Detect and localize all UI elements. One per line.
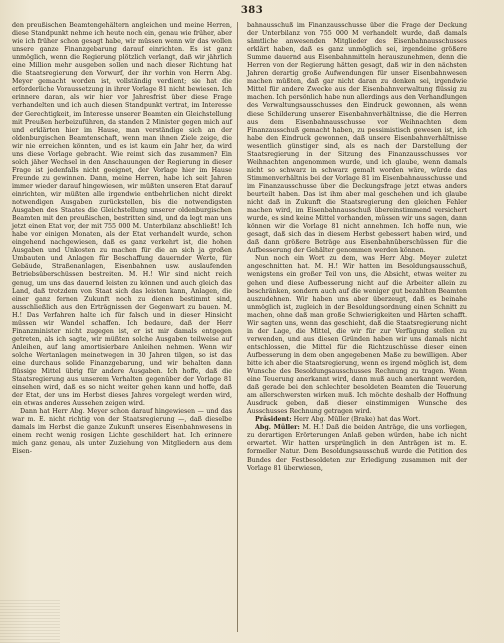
speaker-label: Präsident: <box>255 416 292 424</box>
remark-text: Herr Abg. Müller (Brake) hat das Wort. <box>293 416 421 424</box>
speech-text: M. H.! Daß die beiden Anträge, die uns vorliegen, zu derartigen Erörterungen Anlaß geben würden, habe ich nicht erwartet. Wir hatten ursprünglich in den Anträgen ist m. E. formeller Natur. Dem Besoldungsausschuß wurde die Petition des Bundes der Festbesoldeten zur Erledigung zusammen mit der Vorlage 81 überwiesen, <box>247 424 467 472</box>
right-paragraph-1: bahnausschuß im Finanzausschusse über die Frage der Deckung der Unterbilanz von 755 000 M verhandelt wurde, daß damals sämtliche anwesenden Mitglieder des Eisenbahnausschusses erklärt haben, daß es ganz unmöglich sei, irgendeine größere Summe dauernd aus Eisenbahnmitteln herauszunehmen, denn die Herren von der Regierung hätten gesagt, daß wir in den nächsten Jahren derartig große Aufwendungen für unser Eisenbahnwesen machen müßten, daß gar nicht daran zu denken sei, irgendwie Mittel für andere Zwecke aus der Eisenbahnverwaltung flüssig zu machen. Ich persönlich habe nun allerdings aus den Verhandlungen des Verwaltungsausschusses den Eindruck gewonnen, als wenn diese Schilderung unserer Eisenbahnverhältnisse, die die Herren aus dem Eisenbahnausschusse vor Weihnachten dem Finanzausschuß gemacht haben, zu pessimistisch gewesen ist, ich habe den Eindruck gewonnen, daß unsere Eisenbahnverhältnisse wesentlich günstiger sind, als es nach der Darstellung der Staatsregierung in der Sitzung des Finanzausschusses vor Weihnachten angenommen wurde, und ich glaube, wenn damals nicht so schwarz in schwarz gemalt worden wäre, würde das Stimmenverhältnis bei der Vorlage 81 im Eisenbahnausschusse und im Finanzausschusse über die Deckungsfrage jetzt etwas anders beurteilt haben. Das ist ihm aber mal geschehen und ich glaube nicht daß in Zukunft die Staatsregierung den gleichen Fehler machen wird, im Eisenbahnausschuß übereinstimmend versichert wurde, es sind keine Mittel vorhanden, müssen wir uns sagen, dann können wir die Vorlage 81 nicht annehmen. Ich hoffe nun, wie gesagt, daß sich das in diesem Herbst gebessert haben wird, und daß dann größere Beträge aus Eisenbahnüberschüssen für die Aufbesserung der Gehälter genommen werden können. <box>247 22 467 255</box>
speech-mueller <box>247 424 467 472</box>
left-paragraph-1: den preußischen Beamtengehältern angleichen und meine Herren, diese Standpunkt nehme ich heute noch ein, genau wie früher, aber wie ich früher schon gesagt habe, wir müssen wenn wir das wollen unsere ganze Finanzgebarung darauf einrichten. Es ist ganz unmöglich, wenn die Regierung plötzlich verlangt, daß wir jährlich eine Million mehr ausgeben sollen und nach dieser Richtung hat die Staatsregierung den Vorwurf, der ihr vorhin von Herrn Abg. Meyer gemacht worden ist, vollständig verdient; sie hat die erforderliche Voraussetzung in ihrer Vorlage 81 nicht bewiesen. Ich erinnere daran, als wir hier vor Jahresfrist über diese Frage verhandelten und ich auch diesen Standpunkt vertrat, im Interesse der Gerechtigkeit, im Interesse unserer Beamten ein Gleichstellung mit Preußen herbeizuführen, da standen 2 Minister gegen mich auf und erklärten hier im Hause, man verständige sich an der oldenburgischen Beamtenschaft, wenn man ihnen Ziele zeige, die wir nie erreichen könnten, und es ist kaum ein Jahr her, da wird uns diese Vorlage gebracht. Wie reimt sich das zusammen? Ein solch jäher Wechsel in den Anschauungen der Regierung in dieser Frage ist jedenfalls nicht geeignet, der Vorlage hier im Hause Freunde zu gewinnen. Dann, meine Herren, habe ich seit Jahren immer wieder darauf hingewiesen, wir müßten unseren Etat darauf einrichten, wir müßten alle irgendwie entbehrlichen nicht direkt notwendigen Ausgaben zurückstellen, bis die notwendigsten Ausgaben des Staates die Gleichstellung unserer oldenburgischen Beamten mit den preußischen, bestritten sind, und da legt man uns jetzt einen Etat vor, der mit 755 000 M. Unterbilanz abschließt! Ich habe vor einigen Monaten, als der Etat verhandelt wurde, schon eingehend nachgewiesen, daß es ganz verkehrt ist, die hohen Ausgaben und Unkosten zu machen für die an sich ja großen Umbauten und Anlagen für Beschaffung dauernder Werte, für Gebäude, Straßenanlagen, Eisenbahnen usw. auslaufenden Betriebsüberschüssen bestreiten. M. H.! Wir sind nicht reich genug, um uns das dauernd leisten zu können und auch gleich das Land, daß trotzdem von Staat sich das leisten kann, Anlagen, die einer ganz fernen Zukunft noch zu dienen bestimmt sind, ausschließlich aus den Erträgnissen der Gegenwart zu bauen. M. H.! Das Verfahren halte ich für falsch und in dieser Hinsicht müssen wir Wandel schaffen. Ich bedaure, daß der Herr Finanzminister nicht zugegen ist, er ist mir damals entgegen getreten, als ich sagte, wir müßten solche Ausgaben teilweise auf Anleihen, auf lang amortisierbare Anleihen nehmen. Wenn wir solche Wertanlagen meinetwegen in 30 Jahren tilgen, so ist das eine durchaus solide Finanzgebarung, und wir behalten dann flüssige Mittel übrig für andere Ausgaben. Ich hoffe, daß die Staatsregierung aus unserem Verhalten gegenüber der Vorlage 81 einsehen wird, daß es so nicht weiter gehen kann und hoffe, daß der Etat, der uns im Herbst dieses Jahres vorgelegt werden wird, ein etwas anderes Aussehen zeigen wird. <box>12 22 232 408</box>
right-column <box>247 22 467 473</box>
left-column <box>12 22 232 457</box>
page-number: 383 <box>240 5 264 16</box>
left-paragraph-2: Dann hat Herr Abg. Meyer schon darauf hingewiesen — und das war m. E. nicht richtig von der Staatsregierung —, daß dieselbe damals im Herbst die ganze Zukunft unseres Eisenbahnwesens in einem recht wenig rosigen Lichte geschildert hat. Ich erinnere mich ganz genau, als unter Zuziehung von Mitgliedern aus dem Eisen- <box>12 408 232 456</box>
right-paragraph-2: Nun noch ein Wort zu dem, was Herr Abg. Meyer zuletzt angeschnitten hat. M. H.! Wir hatten im Besoldungsausschuß, wenigstens ein großer Teil von uns, die Absicht, etwas weiter zu gehen und diese Aufbesserung nicht auf die Arbeiter allein zu beschränken, sondern auch auf die weniger gut bezahlten Beamten auszudehnen. Wir haben uns aber überzeugt, daß es beinahe unmöglich ist, zugleich in der Besoldungsordnung einen Schnitt zu machen, ohne daß man große Schwierigkeiten und Härten schafft. Wir sagten uns, wenn das geschieht, daß die Staatsregierung nicht in der Lage, die Mittel, die wir für zur Verfügung stellen zu verwenden, und aus diesen Gründen haben wir uns damals nicht entschlossen, die Mittel für die Richtzuschüsse dieser einen Aufbesserung in dem oben angegebenen Maße zu bewilligen. Aber bitte ich aber die Staatsregierung, wenn es irgend möglich ist, dem Wunsche des Besoldungsausschusses Rechnung zu tragen. Wenn eine Teuerung anerkannt wird, dann muß auch anerkannt werden, daß gerade bei den schlechter besoldeten Beamten die Teuerung am allerschwersten wirken muß. Ich möchte deshalb der Hoffnung Ausdruck geben, daß dieser einstimmigen Wunsche des Ausschusses Rechnung getragen wird. <box>247 255 467 416</box>
paper-wear <box>0 600 60 643</box>
column-divider <box>237 22 238 632</box>
speaker-label: Abg. Müller: <box>255 424 300 432</box>
